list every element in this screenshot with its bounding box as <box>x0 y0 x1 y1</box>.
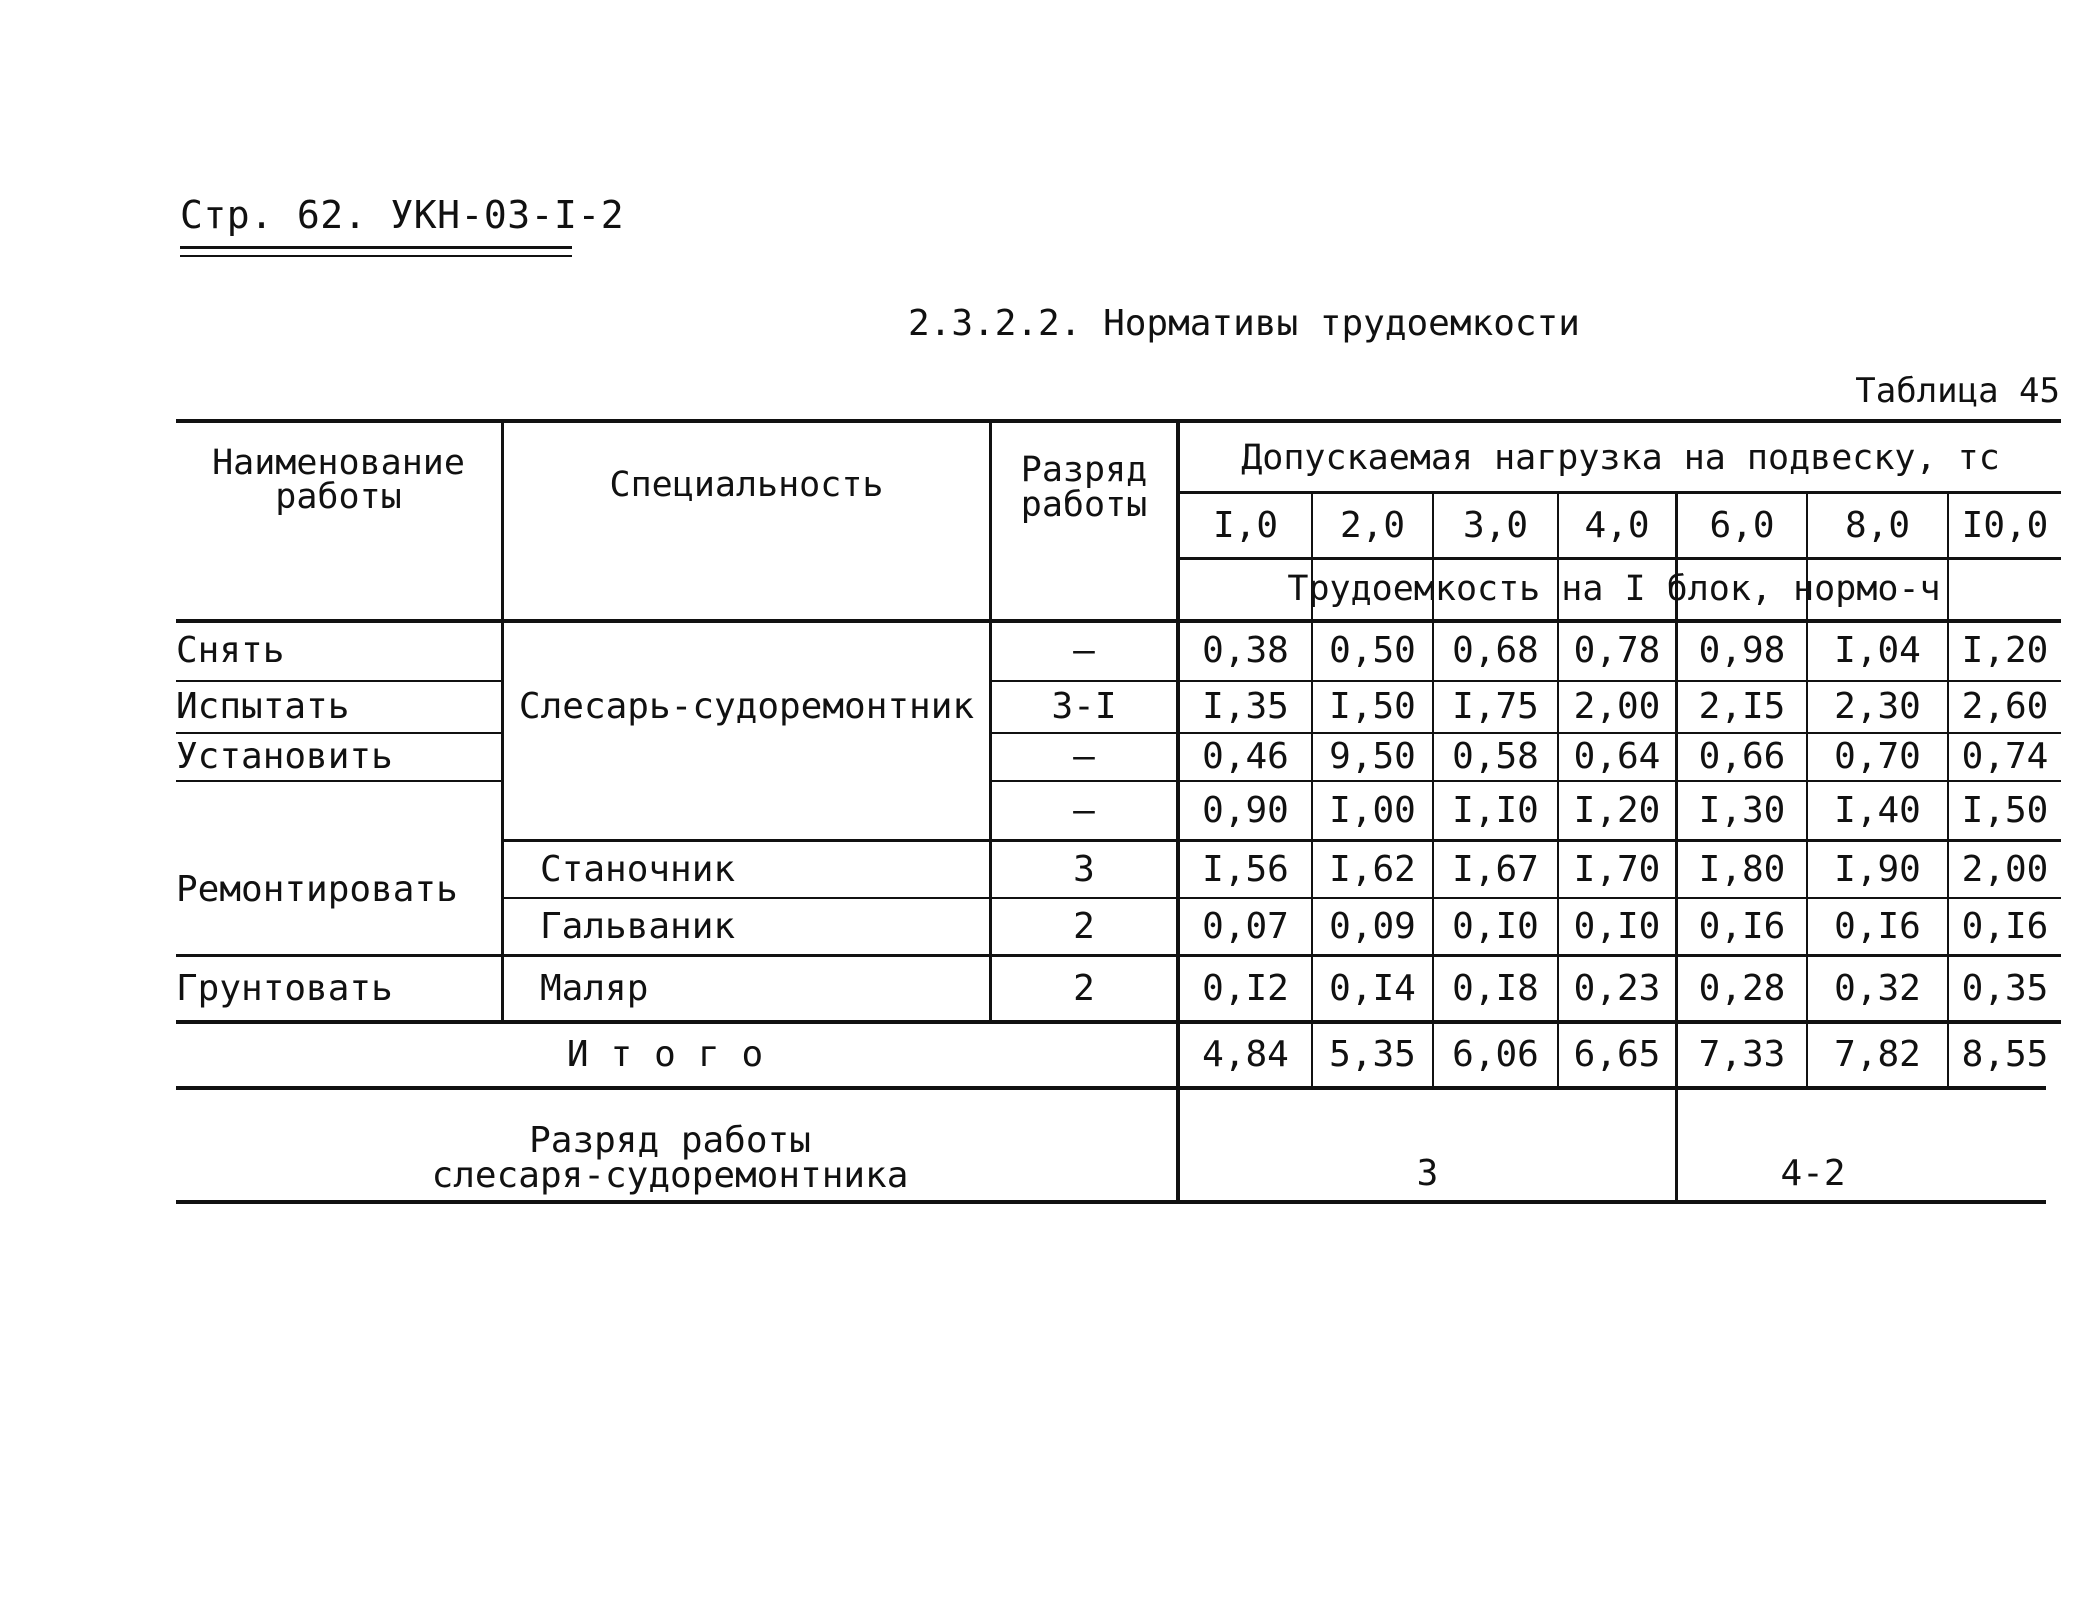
row-value: 0,70 <box>1834 736 1921 778</box>
row-value: 0,64 <box>1573 736 1661 778</box>
fitter-grade-label: Разряд работы слесаря-судоремонтника <box>431 1119 909 1196</box>
rule-table-bottom <box>176 1200 2046 1204</box>
row-value: 0,90 <box>1202 789 1289 831</box>
rule-name-3 <box>176 780 501 782</box>
row-value: 0,46 <box>1202 736 1289 778</box>
header-work-name: Наименование работы <box>212 442 465 517</box>
row-value: 0,I0 <box>1452 905 1539 947</box>
row-value: 9,50 <box>1329 736 1416 778</box>
row-value: 0,28 <box>1698 967 1786 1009</box>
name-repair: Ремонтировать <box>176 869 458 911</box>
load-header-0: I,0 <box>1212 504 1279 546</box>
row-value: I,20 <box>1961 630 2049 672</box>
row-value: 2,30 <box>1834 686 1921 728</box>
total-value: 5,35 <box>1329 1034 1416 1076</box>
row-value: 0,58 <box>1452 736 1539 778</box>
row-grade: 3 <box>1073 848 1095 890</box>
row-value: I,I0 <box>1452 789 1539 831</box>
row-value: 0,74 <box>1961 736 2049 778</box>
row-specialty: Станочник <box>540 848 736 890</box>
row-value: 0,78 <box>1573 630 1661 672</box>
row-value: 0,I2 <box>1202 967 1289 1009</box>
load-header-4: 6,0 <box>1709 504 1775 546</box>
header-labor-unit: Трудоемкость на I блок, нормо-ч <box>1287 569 1941 610</box>
row-value: 0,66 <box>1698 736 1786 778</box>
row-value: 0,I8 <box>1452 967 1539 1009</box>
row-value: 2,I5 <box>1698 686 1786 728</box>
table-label: Таблица 45 <box>1855 371 2060 411</box>
load-header-2: 3,0 <box>1462 504 1529 546</box>
total-value: 8,55 <box>1961 1034 2049 1076</box>
row-grade: – <box>1073 736 1095 778</box>
row-value: I,04 <box>1834 630 1921 672</box>
row-grade: 3-I <box>1051 686 1117 728</box>
row-value: I,80 <box>1698 848 1786 890</box>
row-value: 2,00 <box>1961 848 2049 890</box>
row-name: Грунтовать <box>176 967 393 1009</box>
row-value: 0,09 <box>1329 905 1416 947</box>
row-value: 0,35 <box>1961 967 2049 1009</box>
row-value: I,62 <box>1329 848 1416 890</box>
row-value: I,00 <box>1329 789 1416 831</box>
row-value: I,90 <box>1834 848 1921 890</box>
row-value: I,50 <box>1961 789 2049 831</box>
row-value: 0,98 <box>1698 630 1786 672</box>
row-grade: 2 <box>1073 967 1095 1009</box>
row-value: 0,I4 <box>1329 967 1416 1009</box>
row-value: I,50 <box>1329 686 1416 728</box>
row-grade: 2 <box>1073 905 1095 947</box>
row-value: 0,68 <box>1452 630 1539 672</box>
total-label: Итого <box>566 1034 786 1076</box>
fitter-grade-right: 4-2 <box>1780 1153 1846 1195</box>
total-value: 7,33 <box>1698 1034 1786 1076</box>
total-value: 6,06 <box>1452 1034 1539 1076</box>
total-value: 7,82 <box>1834 1034 1921 1076</box>
specialty-fitter: Слесарь-судоремонтник <box>518 686 975 728</box>
total-value: 6,65 <box>1573 1034 1661 1076</box>
row-grade: – <box>1073 630 1095 672</box>
row-name: Испытать <box>176 686 350 728</box>
header-grade: Разряд работы <box>1020 450 1148 525</box>
row-grade: – <box>1073 789 1095 831</box>
row-value: 2,00 <box>1573 686 1661 728</box>
row-value: 0,50 <box>1329 630 1416 672</box>
header-specialty: Специальность <box>609 464 884 505</box>
row-value: 0,I6 <box>1961 905 2049 947</box>
row-value: 0,38 <box>1202 630 1289 672</box>
row-value: 2,60 <box>1961 686 2049 728</box>
load-header-5: 8,0 <box>1844 504 1911 546</box>
load-header-6: I0,0 <box>1961 504 2049 546</box>
total-value: 4,84 <box>1202 1034 1289 1076</box>
row-name: Установить <box>176 736 393 778</box>
page-header: Стр. 62. УКН-03-I-2 <box>180 193 625 237</box>
row-value: 0,32 <box>1834 967 1921 1009</box>
row-specialty: Маляр <box>540 967 649 1009</box>
fitter-grade-left: 3 <box>1416 1153 1439 1195</box>
row-value: 0,I6 <box>1698 905 1786 947</box>
row-value: I,35 <box>1202 686 1289 728</box>
row-value: 0,I0 <box>1573 905 1661 947</box>
row-value: I,75 <box>1452 686 1539 728</box>
row-value: 0,23 <box>1573 967 1661 1009</box>
row-value: 0,07 <box>1202 905 1289 947</box>
row-value: I,56 <box>1202 848 1289 890</box>
row-name: Снять <box>176 630 285 672</box>
header-load-group: Допускаемая нагрузка на подвеску, тс <box>1241 437 2000 478</box>
load-header-3: 4,0 <box>1584 504 1650 546</box>
row-specialty: Гальваник <box>540 905 736 947</box>
row-value: I,20 <box>1573 789 1661 831</box>
rule-total-bottom <box>176 1086 2046 1090</box>
row-value: I,30 <box>1698 789 1786 831</box>
row-value: I,67 <box>1452 848 1539 890</box>
row-value: I,70 <box>1573 848 1661 890</box>
row-value: 0,I6 <box>1834 905 1921 947</box>
load-header-1: 2,0 <box>1339 504 1406 546</box>
row-value: I,40 <box>1834 789 1921 831</box>
rule-top <box>176 419 2061 423</box>
section-title: 2.3.2.2. Нормативы трудоемкости <box>908 303 1580 344</box>
